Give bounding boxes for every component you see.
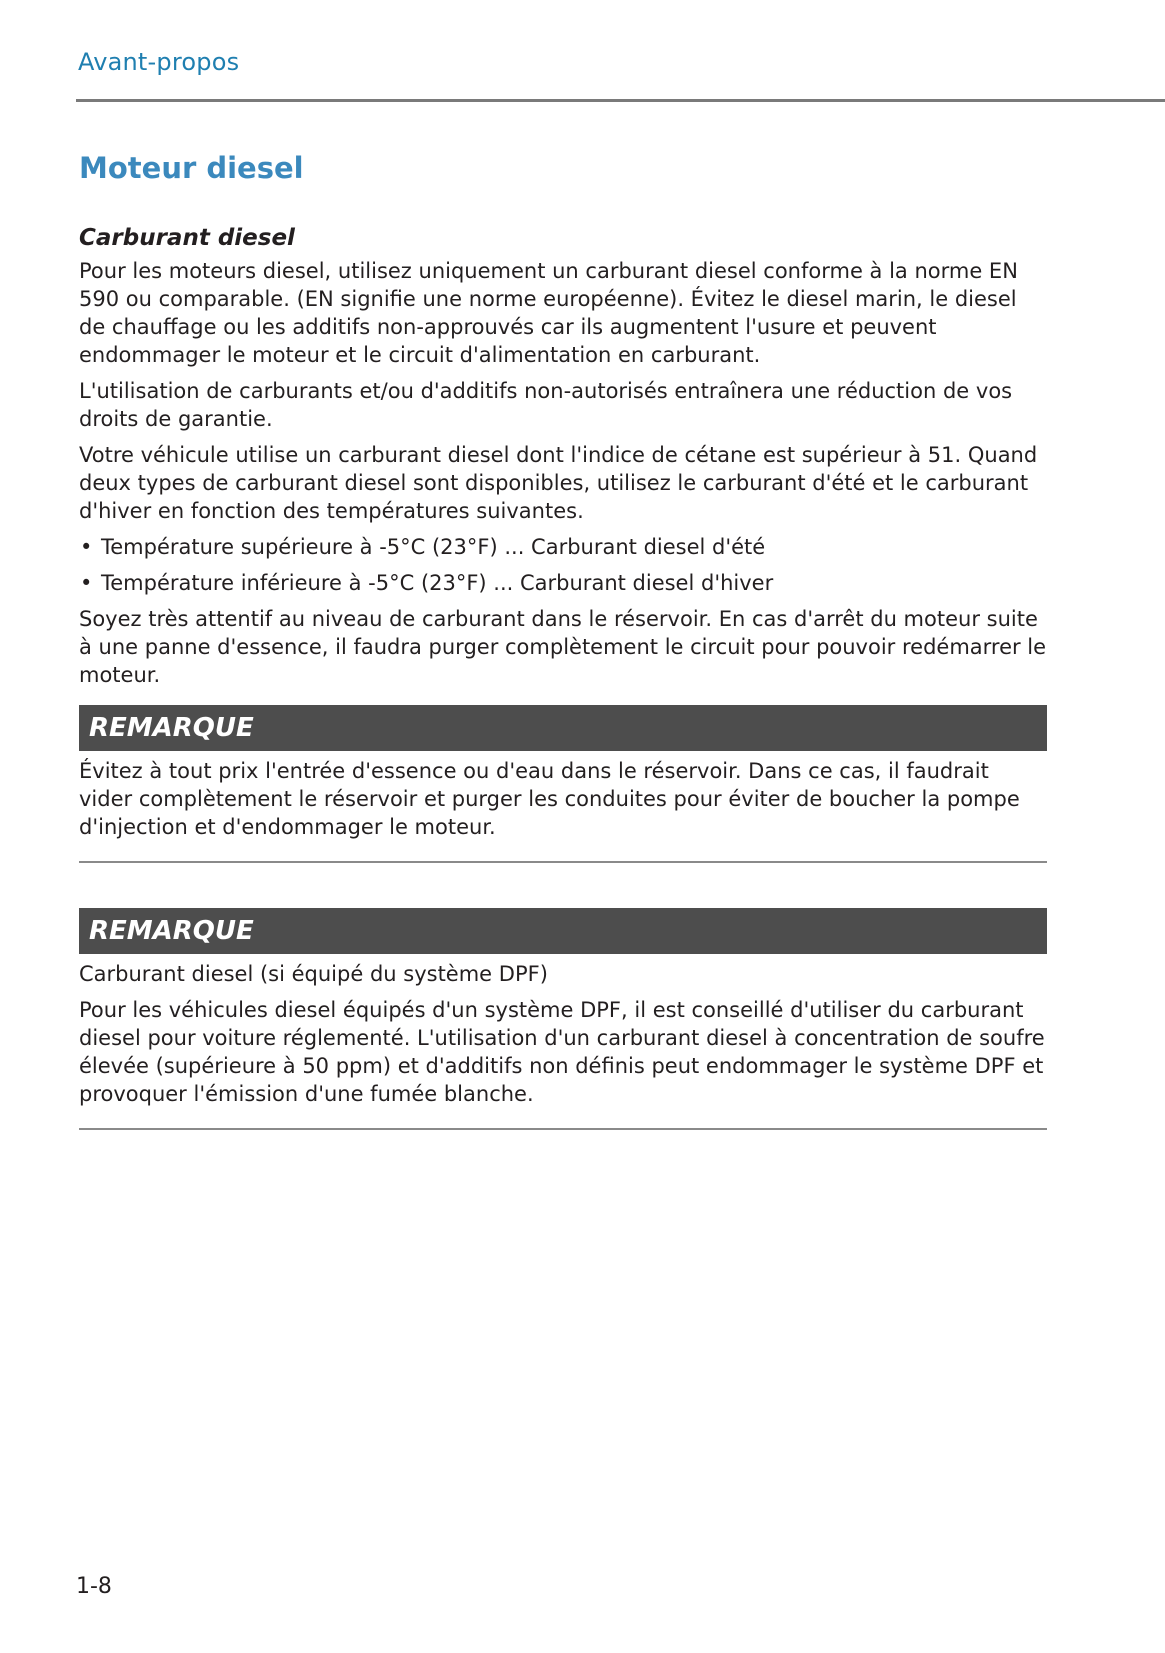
bullet-icon: • bbox=[80, 571, 93, 595]
list-item-text: Température supérieure à -5°C (23°F) ... Carburant diesel d'été bbox=[101, 535, 766, 559]
note-text: Pour les véhicules diesel équipés d'un système DPF, il est conseillé d'utiliser du carburant diesel pour voiture réglementé. L'utilisation d'un carburant diesel à concentration de soufre élevée (supérieure à 50 ppm) et d'additifs non définis peut endommager le système DPF et provoquer l'émission d'une fumée blanche. bbox=[79, 998, 1045, 1106]
note-header: REMARQUE bbox=[79, 908, 1047, 954]
bullet-icon: • bbox=[80, 535, 93, 559]
list-item bbox=[79, 533, 1047, 561]
section-title: Moteur diesel bbox=[79, 151, 304, 185]
list-item-text: Température inférieure à -5°C (23°F) ... Carburant diesel d'hiver bbox=[101, 571, 774, 595]
header-rule bbox=[76, 99, 1165, 102]
body-paragraph: Votre véhicule utilise un carburant diesel dont l'indice de cétane est supérieur à 51. Quand deux types de carburant diesel sont disponibles, utilisez le carburant d'été et le carburant d'hiver en fonction des températures suivantes. bbox=[79, 443, 1038, 523]
temperature-list bbox=[79, 533, 1047, 597]
running-header: Avant-propos bbox=[78, 48, 240, 76]
page-number: 1-8 bbox=[76, 1574, 112, 1599]
body-paragraph: Soyez très attentif au niveau de carburant dans le réservoir. En cas d'arrêt du moteur suite à une panne d'essence, il faudra purger complètement le circuit pour pouvoir redémarrer le moteur. bbox=[79, 607, 1047, 687]
list-item bbox=[79, 569, 1047, 597]
subsection-title: Carburant diesel bbox=[79, 225, 295, 251]
note-box bbox=[79, 705, 1047, 863]
note-text: Évitez à tout prix l'entrée d'essence ou d'eau dans le réservoir. Dans ce cas, il faudrait vider complètement le réservoir et purger les conduites pour éviter de boucher la pompe d'injection et d'endommager le moteur. bbox=[79, 759, 1020, 839]
body-paragraph: Pour les moteurs diesel, utilisez uniquement un carburant diesel conforme à la norme EN 590 ou comparable. (EN signifie une norme européenne). Évitez le diesel marin, le diesel de chauffage ou les additifs non-approuvés car ils augmentent l'usure et peuvent endommager le moteur et le circuit d'alimentation en carburant. bbox=[79, 259, 1018, 367]
note-header: REMARQUE bbox=[79, 705, 1047, 751]
body-paragraph: L'utilisation de carburants et/ou d'additifs non-autorisés entraînera une réduction de vos droits de garantie. bbox=[79, 379, 1013, 431]
note-box bbox=[79, 908, 1047, 1130]
note-text: Carburant diesel (si équipé du système DPF) bbox=[79, 962, 548, 986]
page-content bbox=[79, 148, 1047, 1130]
